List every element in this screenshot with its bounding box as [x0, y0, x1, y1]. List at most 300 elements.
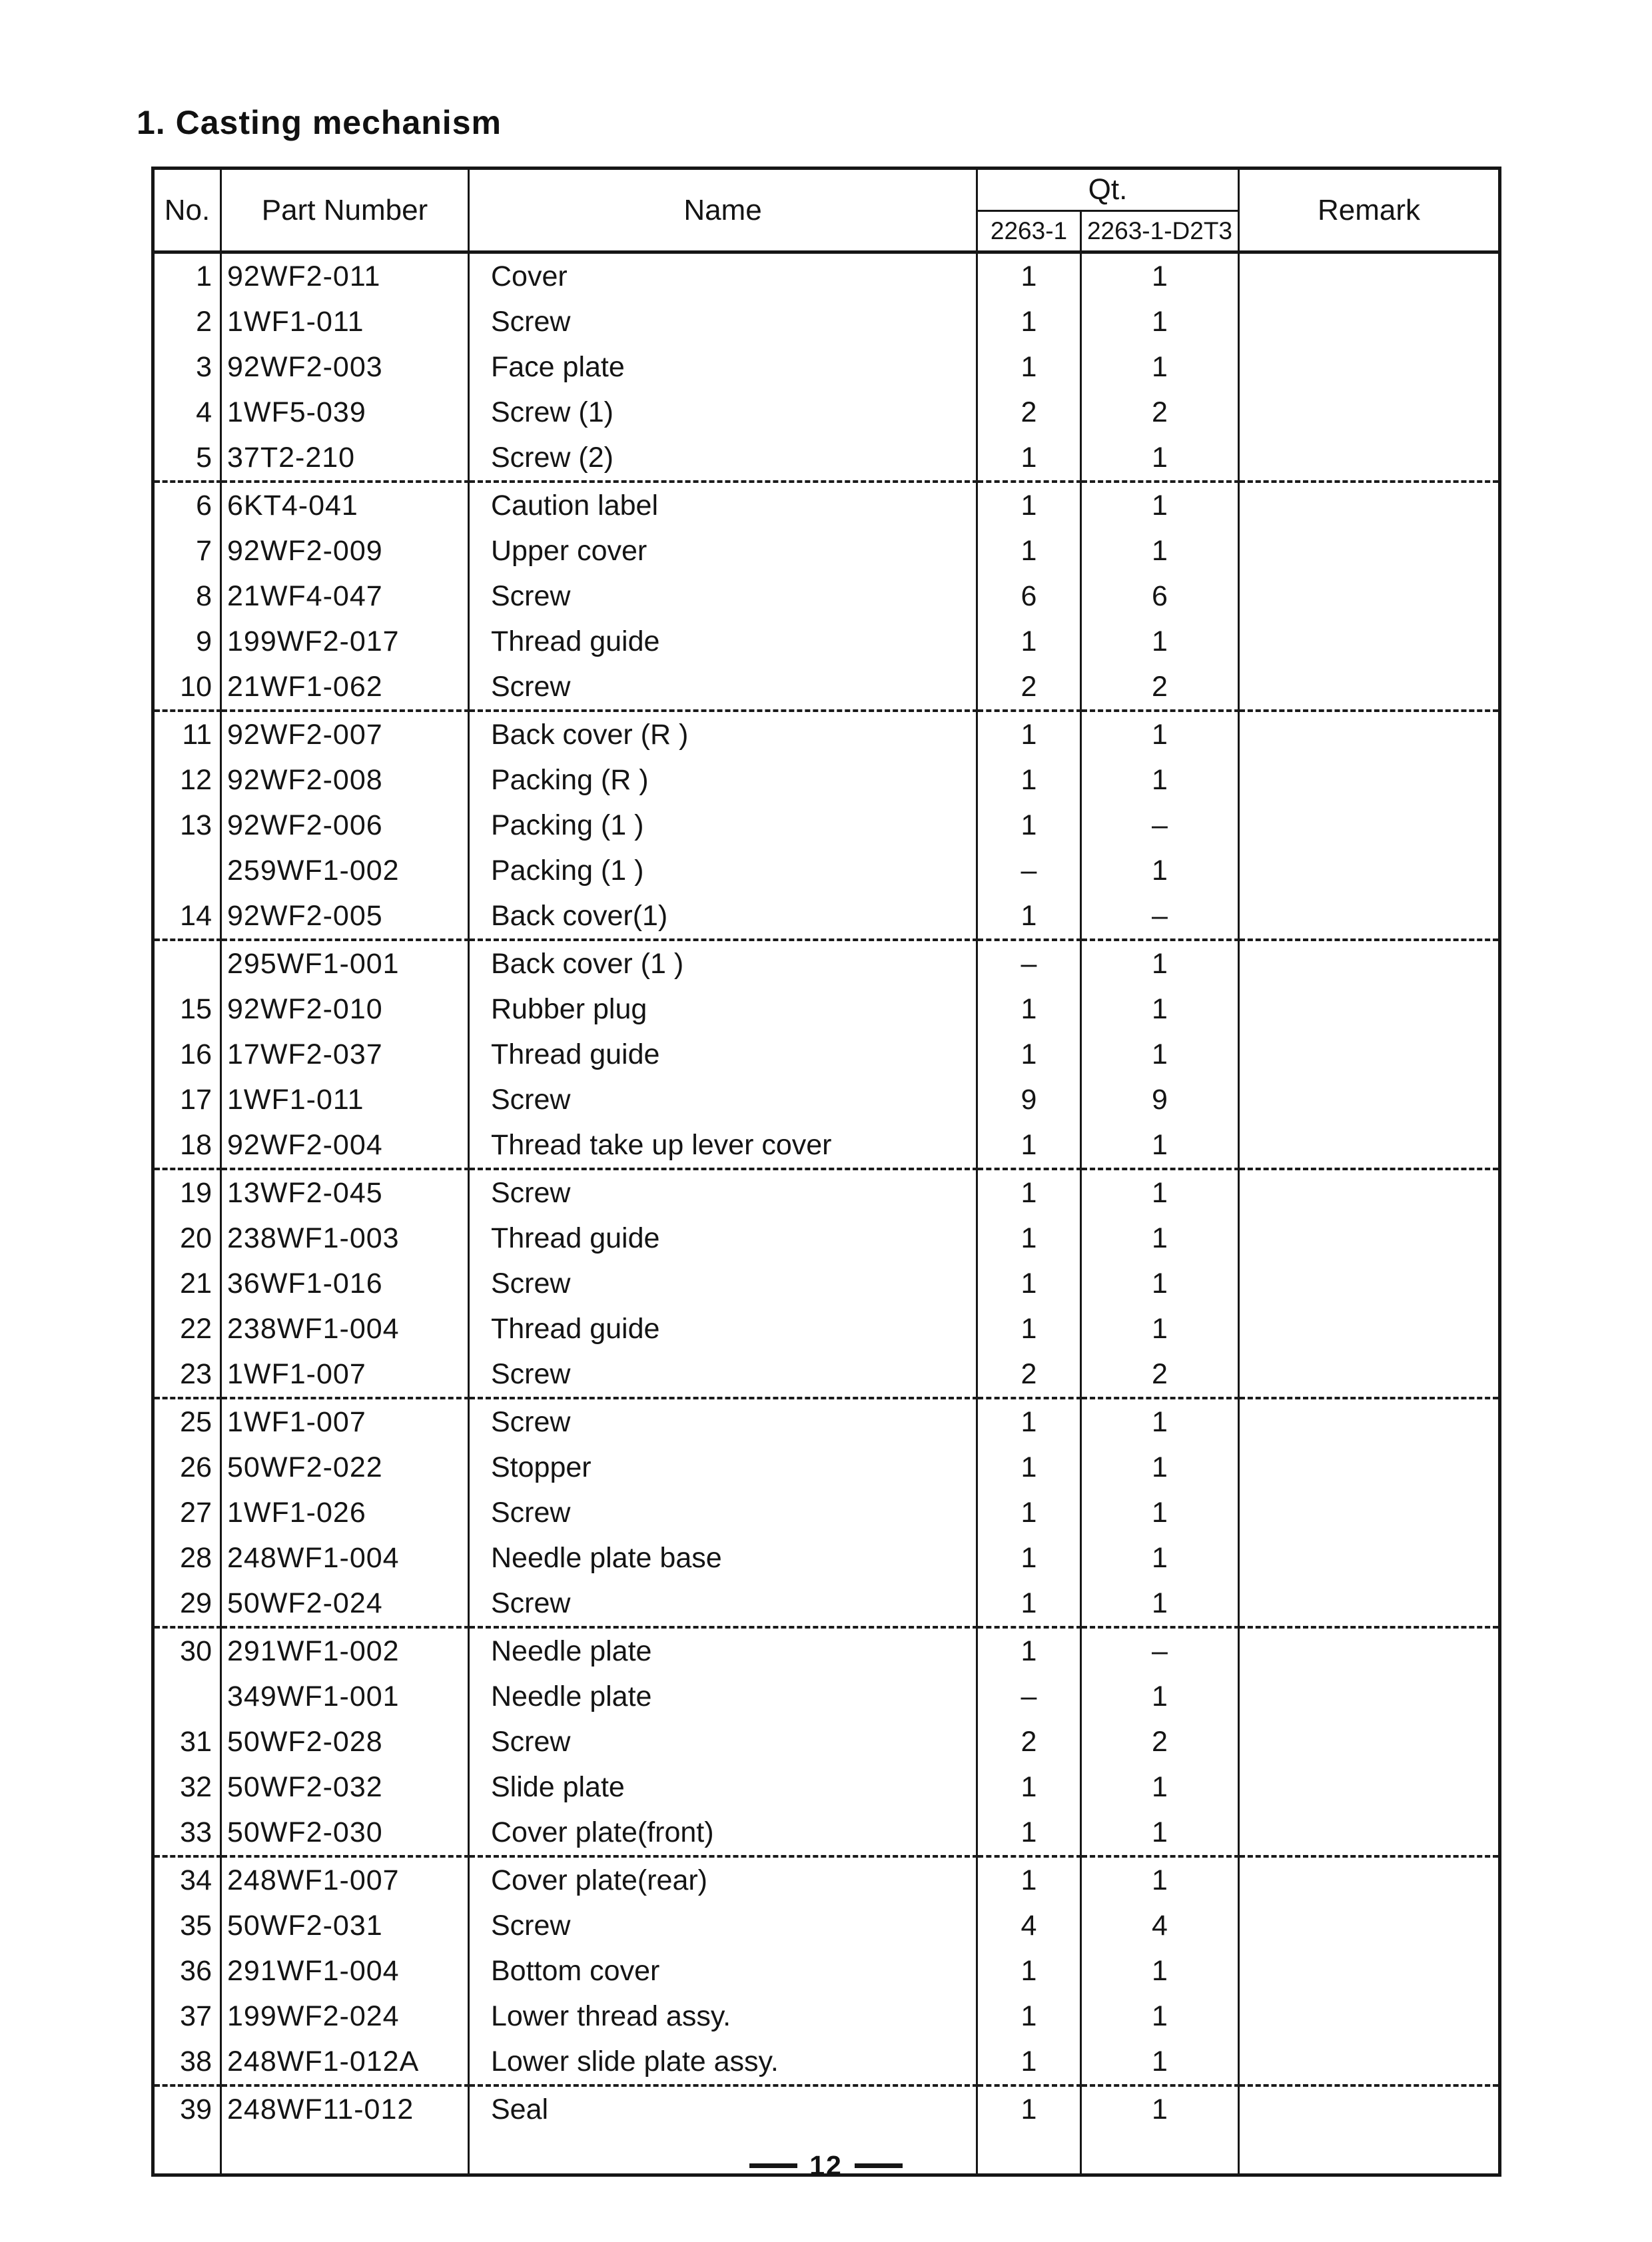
table-row — [153, 940, 1500, 986]
qty-2263-1-d2t3-cell: 1 — [1081, 482, 1239, 528]
part-number-cell: 92WF2-010 — [221, 986, 469, 1032]
row-no-cell: 30 — [153, 1627, 221, 1674]
row-no-cell — [153, 940, 221, 986]
table-row — [153, 1627, 1500, 1674]
table-row — [153, 1306, 1500, 1351]
row-no-cell: 15 — [153, 986, 221, 1032]
qty-2263-1-d2t3-cell: 1 — [1081, 757, 1239, 803]
row-no-cell: 33 — [153, 1810, 221, 1856]
row-no-cell: 23 — [153, 1351, 221, 1398]
part-number-cell: 50WF2-032 — [221, 1764, 469, 1810]
qty-2263-1-cell: 1 — [977, 619, 1081, 664]
part-number-cell: 13WF2-045 — [221, 1169, 469, 1216]
name-cell: Bottom cover — [469, 1948, 977, 1994]
part-number-cell: 349WF1-001 — [221, 1674, 469, 1719]
row-no-cell: 14 — [153, 893, 221, 940]
table-row — [153, 1764, 1500, 1810]
table-row — [153, 435, 1500, 482]
qty-2263-1-d2t3-cell: 1 — [1081, 2085, 1239, 2132]
table-row — [153, 482, 1500, 528]
part-number-cell: 92WF2-007 — [221, 711, 469, 757]
qty-2263-1-cell: 1 — [977, 1306, 1081, 1351]
table-row — [153, 1490, 1500, 1535]
qty-2263-1-cell: 1 — [977, 1445, 1081, 1490]
name-cell: Needle plate — [469, 1674, 977, 1719]
table-row — [153, 1032, 1500, 1077]
name-cell: Thread guide — [469, 1306, 977, 1351]
name-cell: Screw — [469, 573, 977, 619]
remark-cell — [1239, 893, 1500, 940]
column-header-no: No. — [153, 169, 221, 252]
table-row — [153, 2039, 1500, 2085]
table-row — [153, 757, 1500, 803]
qty-2263-1-cell: 1 — [977, 1535, 1081, 1581]
name-cell: Screw — [469, 1351, 977, 1398]
remark-cell — [1239, 435, 1500, 482]
part-number-cell: 92WF2-004 — [221, 1122, 469, 1169]
qty-2263-1-d2t3-cell: 1 — [1081, 1810, 1239, 1856]
row-no-cell: 7 — [153, 528, 221, 573]
remark-cell — [1239, 848, 1500, 893]
row-no-cell: 1 — [153, 252, 221, 300]
part-number-cell: 92WF2-005 — [221, 893, 469, 940]
qty-2263-1-cell: 1 — [977, 893, 1081, 940]
table-row — [153, 573, 1500, 619]
table-row — [153, 1077, 1500, 1122]
table-row — [153, 1810, 1500, 1856]
table-row — [153, 619, 1500, 664]
part-number-cell: 21WF4-047 — [221, 573, 469, 619]
row-no-cell: 12 — [153, 757, 221, 803]
row-no-cell: 21 — [153, 1261, 221, 1306]
part-number-cell: 50WF2-030 — [221, 1810, 469, 1856]
qty-2263-1-cell: 1 — [977, 1261, 1081, 1306]
row-no-cell: 31 — [153, 1719, 221, 1764]
part-number-cell: 259WF1-002 — [221, 848, 469, 893]
part-number-cell: 248WF1-007 — [221, 1856, 469, 1903]
qty-2263-1-cell: 2 — [977, 1719, 1081, 1764]
table-row — [153, 1581, 1500, 1627]
name-cell: Stopper — [469, 1445, 977, 1490]
row-no-cell: 17 — [153, 1077, 221, 1122]
row-no-cell: 8 — [153, 573, 221, 619]
header-row-main — [153, 169, 1500, 211]
name-cell: Screw — [469, 1490, 977, 1535]
qty-2263-1-cell: 1 — [977, 435, 1081, 482]
table-row — [153, 1351, 1500, 1398]
remark-cell — [1239, 1581, 1500, 1627]
qty-2263-1-cell: 1 — [977, 1948, 1081, 1994]
column-header-qt: Qt. — [977, 169, 1239, 211]
remark-cell — [1239, 344, 1500, 390]
part-number-cell: 50WF2-028 — [221, 1719, 469, 1764]
row-no-cell: 9 — [153, 619, 221, 664]
qty-2263-1-d2t3-cell: 1 — [1081, 848, 1239, 893]
part-number-cell: 92WF2-008 — [221, 757, 469, 803]
table-row — [153, 1261, 1500, 1306]
name-cell: Screw — [469, 1719, 977, 1764]
name-cell: Cover plate(rear) — [469, 1856, 977, 1903]
table-row — [153, 2085, 1500, 2132]
table-row — [153, 1398, 1500, 1445]
row-no-cell: 3 — [153, 344, 221, 390]
name-cell: Packing (1 ) — [469, 803, 977, 848]
qty-2263-1-d2t3-cell: 1 — [1081, 1581, 1239, 1627]
parts-table-header — [153, 169, 1500, 252]
remark-cell — [1239, 1719, 1500, 1764]
remark-cell — [1239, 940, 1500, 986]
remark-cell — [1239, 528, 1500, 573]
qty-2263-1-d2t3-cell: 1 — [1081, 344, 1239, 390]
name-cell: Lower thread assy. — [469, 1994, 977, 2039]
qty-2263-1-d2t3-cell: 2 — [1081, 390, 1239, 435]
qty-2263-1-d2t3-cell: 1 — [1081, 986, 1239, 1032]
column-header-part-number: Part Number — [221, 169, 469, 252]
qty-2263-1-cell: 1 — [977, 252, 1081, 300]
remark-cell — [1239, 1810, 1500, 1856]
name-cell: Face plate — [469, 344, 977, 390]
qty-2263-1-cell: 1 — [977, 803, 1081, 848]
remark-cell — [1239, 711, 1500, 757]
name-cell: Screw (1) — [469, 390, 977, 435]
remark-cell — [1239, 1490, 1500, 1535]
parts-table — [151, 167, 1501, 2177]
table-row — [153, 1719, 1500, 1764]
remark-cell — [1239, 1306, 1500, 1351]
page-number-rule-right — [855, 2163, 903, 2168]
qty-2263-1-cell: 1 — [977, 344, 1081, 390]
row-no-cell: 35 — [153, 1903, 221, 1948]
qty-2263-1-cell: 1 — [977, 1764, 1081, 1810]
part-number-cell: 37T2-210 — [221, 435, 469, 482]
remark-cell — [1239, 1764, 1500, 1810]
column-header-name: Name — [469, 169, 977, 252]
row-no-cell: 11 — [153, 711, 221, 757]
table-row — [153, 1216, 1500, 1261]
name-cell: Screw (2) — [469, 435, 977, 482]
qty-2263-1-cell: 1 — [977, 711, 1081, 757]
qty-2263-1-cell: – — [977, 848, 1081, 893]
row-no-cell: 13 — [153, 803, 221, 848]
table-row — [153, 986, 1500, 1032]
table-row — [153, 1903, 1500, 1948]
remark-cell — [1239, 803, 1500, 848]
qty-2263-1-d2t3-cell: 1 — [1081, 619, 1239, 664]
qty-2263-1-d2t3-cell: 2 — [1081, 1351, 1239, 1398]
remark-cell — [1239, 1216, 1500, 1261]
qty-2263-1-d2t3-cell: 1 — [1081, 1490, 1239, 1535]
part-number-cell: 248WF11-012 — [221, 2085, 469, 2132]
qty-2263-1-d2t3-cell: 9 — [1081, 1077, 1239, 1122]
name-cell: Cover plate(front) — [469, 1810, 977, 1856]
name-cell: Back cover(1) — [469, 893, 977, 940]
name-cell: Screw — [469, 664, 977, 711]
qty-2263-1-cell: 1 — [977, 1122, 1081, 1169]
page-number-rule-left — [749, 2163, 797, 2168]
remark-cell — [1239, 2085, 1500, 2132]
qty-2263-1-cell: 1 — [977, 1398, 1081, 1445]
qty-2263-1-d2t3-cell: 1 — [1081, 435, 1239, 482]
name-cell: Back cover (1 ) — [469, 940, 977, 986]
qty-2263-1-cell: 9 — [977, 1077, 1081, 1122]
name-cell: Rubber plug — [469, 986, 977, 1032]
name-cell: Caution label — [469, 482, 977, 528]
qty-2263-1-d2t3-cell: 1 — [1081, 252, 1239, 300]
part-number-cell: 92WF2-006 — [221, 803, 469, 848]
table-row — [153, 1535, 1500, 1581]
name-cell: Upper cover — [469, 528, 977, 573]
remark-cell — [1239, 299, 1500, 344]
name-cell: Thread take up lever cover — [469, 1122, 977, 1169]
part-number-cell: 92WF2-003 — [221, 344, 469, 390]
remark-cell — [1239, 1351, 1500, 1398]
name-cell: Screw — [469, 1903, 977, 1948]
name-cell: Slide plate — [469, 1764, 977, 1810]
qty-2263-1-d2t3-cell: 6 — [1081, 573, 1239, 619]
remark-cell — [1239, 986, 1500, 1032]
row-no-cell: 25 — [153, 1398, 221, 1445]
remark-cell — [1239, 1032, 1500, 1077]
qty-2263-1-cell: 1 — [977, 1994, 1081, 2039]
qty-2263-1-cell: 1 — [977, 1169, 1081, 1216]
table-row — [153, 1674, 1500, 1719]
part-number-cell: 50WF2-022 — [221, 1445, 469, 1490]
remark-cell — [1239, 252, 1500, 300]
table-row — [153, 344, 1500, 390]
row-no-cell: 20 — [153, 1216, 221, 1261]
table-row — [153, 252, 1500, 300]
part-number-cell: 50WF2-024 — [221, 1581, 469, 1627]
remark-cell — [1239, 573, 1500, 619]
qty-2263-1-cell: 1 — [977, 528, 1081, 573]
part-number-cell: 248WF1-004 — [221, 1535, 469, 1581]
qty-2263-1-d2t3-cell: 1 — [1081, 1306, 1239, 1351]
row-no-cell: 19 — [153, 1169, 221, 1216]
row-no-cell: 39 — [153, 2085, 221, 2132]
qty-2263-1-cell: 1 — [977, 1032, 1081, 1077]
qty-2263-1-cell: 2 — [977, 664, 1081, 711]
remark-cell — [1239, 1903, 1500, 1948]
qty-2263-1-cell: 1 — [977, 299, 1081, 344]
column-header-qt-2263-1-d2t3: 2263-1-D2T3 — [1081, 211, 1239, 252]
qty-2263-1-d2t3-cell: 1 — [1081, 1261, 1239, 1306]
row-no-cell: 36 — [153, 1948, 221, 1994]
row-no-cell: 37 — [153, 1994, 221, 2039]
remark-cell — [1239, 1627, 1500, 1674]
page-footer — [0, 2150, 1652, 2181]
name-cell: Back cover (R ) — [469, 711, 977, 757]
row-no-cell: 27 — [153, 1490, 221, 1535]
qty-2263-1-cell: 1 — [977, 1581, 1081, 1627]
name-cell: Screw — [469, 1169, 977, 1216]
qty-2263-1-d2t3-cell: 1 — [1081, 2039, 1239, 2085]
part-number-cell: 21WF1-062 — [221, 664, 469, 711]
qty-2263-1-cell: 4 — [977, 1903, 1081, 1948]
page-number: 12 — [809, 2150, 843, 2181]
name-cell: Lower slide plate assy. — [469, 2039, 977, 2085]
table-row — [153, 1994, 1500, 2039]
remark-cell — [1239, 1674, 1500, 1719]
name-cell: Needle plate base — [469, 1535, 977, 1581]
table-row — [153, 1169, 1500, 1216]
name-cell: Screw — [469, 1581, 977, 1627]
part-number-cell: 50WF2-031 — [221, 1903, 469, 1948]
remark-cell — [1239, 1445, 1500, 1490]
name-cell: Screw — [469, 1398, 977, 1445]
row-no-cell: 5 — [153, 435, 221, 482]
part-number-cell: 6KT4-041 — [221, 482, 469, 528]
part-number-cell: 238WF1-003 — [221, 1216, 469, 1261]
table-row — [153, 803, 1500, 848]
qty-2263-1-d2t3-cell: 1 — [1081, 1764, 1239, 1810]
row-no-cell: 4 — [153, 390, 221, 435]
row-no-cell: 34 — [153, 1856, 221, 1903]
part-number-cell: 291WF1-002 — [221, 1627, 469, 1674]
name-cell: Needle plate — [469, 1627, 977, 1674]
name-cell: Thread guide — [469, 1216, 977, 1261]
part-number-cell: 1WF1-011 — [221, 1077, 469, 1122]
qty-2263-1-d2t3-cell: 1 — [1081, 1169, 1239, 1216]
row-no-cell: 26 — [153, 1445, 221, 1490]
remark-cell — [1239, 1261, 1500, 1306]
part-number-cell: 1WF1-007 — [221, 1398, 469, 1445]
row-no-cell: 18 — [153, 1122, 221, 1169]
part-number-cell: 238WF1-004 — [221, 1306, 469, 1351]
name-cell: Screw — [469, 299, 977, 344]
qty-2263-1-d2t3-cell: 1 — [1081, 1122, 1239, 1169]
qty-2263-1-cell: – — [977, 1674, 1081, 1719]
row-no-cell: 38 — [153, 2039, 221, 2085]
qty-2263-1-d2t3-cell: 1 — [1081, 1948, 1239, 1994]
name-cell: Packing (R ) — [469, 757, 977, 803]
remark-cell — [1239, 1398, 1500, 1445]
row-no-cell: 28 — [153, 1535, 221, 1581]
remark-cell — [1239, 1077, 1500, 1122]
qty-2263-1-d2t3-cell: 2 — [1081, 664, 1239, 711]
qty-2263-1-cell: 2 — [977, 390, 1081, 435]
qty-2263-1-d2t3-cell: 2 — [1081, 1719, 1239, 1764]
qty-2263-1-d2t3-cell: 4 — [1081, 1903, 1239, 1948]
table-row — [153, 528, 1500, 573]
part-number-cell: 248WF1-012A — [221, 2039, 469, 2085]
remark-cell — [1239, 757, 1500, 803]
name-cell: Cover — [469, 252, 977, 300]
part-number-cell: 295WF1-001 — [221, 940, 469, 986]
table-row — [153, 299, 1500, 344]
qty-2263-1-d2t3-cell: 1 — [1081, 940, 1239, 986]
qty-2263-1-d2t3-cell: 1 — [1081, 1445, 1239, 1490]
remark-cell — [1239, 1122, 1500, 1169]
row-no-cell: 22 — [153, 1306, 221, 1351]
part-number-cell: 17WF2-037 — [221, 1032, 469, 1077]
row-no-cell — [153, 848, 221, 893]
part-number-cell: 1WF1-007 — [221, 1351, 469, 1398]
remark-cell — [1239, 619, 1500, 664]
name-cell: Screw — [469, 1261, 977, 1306]
name-cell: Screw — [469, 1077, 977, 1122]
qty-2263-1-cell: 1 — [977, 2085, 1081, 2132]
remark-cell — [1239, 1535, 1500, 1581]
name-cell: Thread guide — [469, 1032, 977, 1077]
row-no-cell: 10 — [153, 664, 221, 711]
qty-2263-1-d2t3-cell: 1 — [1081, 1535, 1239, 1581]
remark-cell — [1239, 390, 1500, 435]
qty-2263-1-d2t3-cell: 1 — [1081, 1216, 1239, 1261]
table-row — [153, 664, 1500, 711]
qty-2263-1-cell: – — [977, 940, 1081, 986]
qty-2263-1-cell: 1 — [977, 757, 1081, 803]
part-number-cell: 291WF1-004 — [221, 1948, 469, 1994]
parts-table-body — [153, 252, 1500, 2175]
qty-2263-1-d2t3-cell: 1 — [1081, 1994, 1239, 2039]
qty-2263-1-d2t3-cell: 1 — [1081, 1398, 1239, 1445]
qty-2263-1-cell: 1 — [977, 1216, 1081, 1261]
row-no-cell: 16 — [153, 1032, 221, 1077]
row-no-cell: 32 — [153, 1764, 221, 1810]
column-header-remark: Remark — [1239, 169, 1500, 252]
remark-cell — [1239, 1856, 1500, 1903]
qty-2263-1-cell: 1 — [977, 986, 1081, 1032]
qty-2263-1-d2t3-cell: 1 — [1081, 1674, 1239, 1719]
name-cell: Packing (1 ) — [469, 848, 977, 893]
table-row — [153, 1856, 1500, 1903]
remark-cell — [1239, 1169, 1500, 1216]
part-number-cell: 36WF1-016 — [221, 1261, 469, 1306]
table-row — [153, 1445, 1500, 1490]
qty-2263-1-cell: 1 — [977, 482, 1081, 528]
qty-2263-1-cell: 6 — [977, 573, 1081, 619]
column-header-qt-2263-1: 2263-1 — [977, 211, 1081, 252]
name-cell: Seal — [469, 2085, 977, 2132]
qty-2263-1-cell: 1 — [977, 1810, 1081, 1856]
table-row — [153, 1122, 1500, 1169]
remark-cell — [1239, 482, 1500, 528]
row-no-cell — [153, 1674, 221, 1719]
qty-2263-1-d2t3-cell: 1 — [1081, 1856, 1239, 1903]
qty-2263-1-cell: 1 — [977, 1627, 1081, 1674]
remark-cell — [1239, 2039, 1500, 2085]
qty-2263-1-d2t3-cell: 1 — [1081, 1032, 1239, 1077]
qty-2263-1-d2t3-cell: – — [1081, 1627, 1239, 1674]
qty-2263-1-cell: 1 — [977, 1856, 1081, 1903]
part-number-cell: 1WF1-026 — [221, 1490, 469, 1535]
table-row — [153, 390, 1500, 435]
section-title: 1. Casting mechanism — [137, 104, 502, 141]
part-number-cell: 92WF2-009 — [221, 528, 469, 573]
name-cell: Thread guide — [469, 619, 977, 664]
qty-2263-1-cell: 2 — [977, 1351, 1081, 1398]
qty-2263-1-cell: 1 — [977, 2039, 1081, 2085]
row-no-cell: 2 — [153, 299, 221, 344]
part-number-cell: 199WF2-024 — [221, 1994, 469, 2039]
qty-2263-1-d2t3-cell: 1 — [1081, 528, 1239, 573]
qty-2263-1-d2t3-cell: 1 — [1081, 711, 1239, 757]
table-row — [153, 893, 1500, 940]
remark-cell — [1239, 1948, 1500, 1994]
part-number-cell: 92WF2-011 — [221, 252, 469, 300]
qty-2263-1-cell: 1 — [977, 1490, 1081, 1535]
table-row — [153, 1948, 1500, 1994]
remark-cell — [1239, 1994, 1500, 2039]
part-number-cell: 199WF2-017 — [221, 619, 469, 664]
table-row — [153, 711, 1500, 757]
remark-cell — [1239, 664, 1500, 711]
qty-2263-1-d2t3-cell: – — [1081, 803, 1239, 848]
row-no-cell: 29 — [153, 1581, 221, 1627]
qty-2263-1-d2t3-cell: 1 — [1081, 299, 1239, 344]
table-row — [153, 848, 1500, 893]
part-number-cell: 1WF1-011 — [221, 299, 469, 344]
